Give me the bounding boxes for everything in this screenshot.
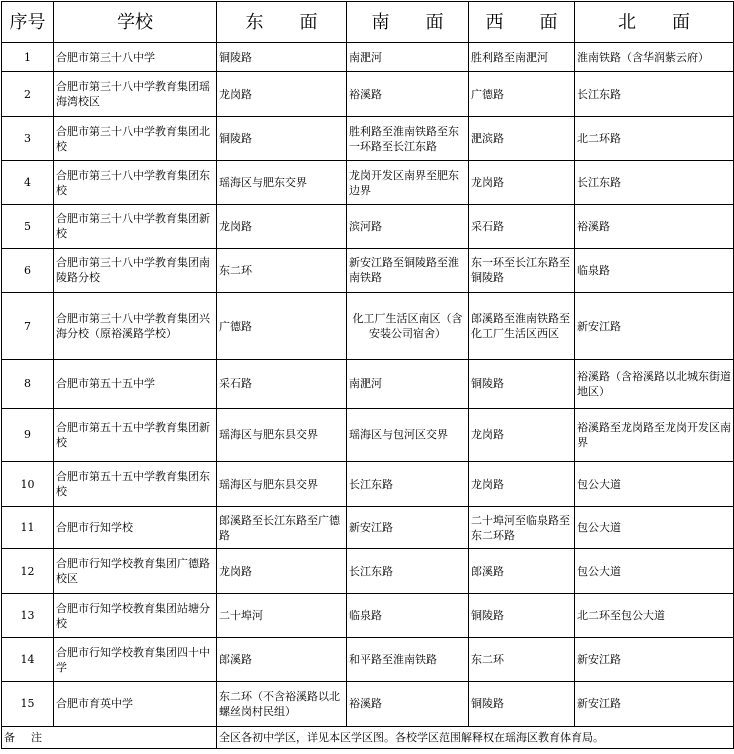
cell-no: 9	[2, 408, 54, 462]
cell-no: 15	[2, 682, 54, 727]
table-row	[2, 549, 734, 594]
cell-south: 裕溪路	[347, 682, 469, 727]
cell-school: 合肥市行知学校教育集团四十中学	[54, 638, 217, 682]
remark-label: 备注	[2, 726, 217, 748]
cell-south: 长江东路	[347, 462, 469, 507]
table-row	[2, 72, 734, 117]
cell-no: 1	[2, 43, 54, 72]
cell-south: 长江东路	[347, 549, 469, 594]
cell-east: 瑶海区与肥东县交界	[217, 462, 347, 507]
cell-south: 龙岗开发区南界至肥东边界	[347, 161, 469, 205]
school-district-table	[1, 1, 734, 749]
cell-south: 滨河路	[347, 205, 469, 249]
cell-school: 合肥市第五十五中学	[54, 359, 217, 408]
table-row	[2, 116, 734, 161]
cell-south: 瑶海区与包河区交界	[347, 408, 469, 462]
cell-east: 郎溪路	[217, 638, 347, 682]
cell-west: 铜陵路	[469, 593, 575, 638]
cell-school: 合肥市行知学校教育集团站塘分校	[54, 593, 217, 638]
cell-no: 13	[2, 593, 54, 638]
cell-school: 合肥市育英中学	[54, 682, 217, 727]
table-row	[2, 593, 734, 638]
cell-north: 北二环路	[575, 116, 734, 161]
table-row	[2, 293, 734, 360]
cell-school: 合肥市第三十八中学教育集团瑶海湾校区	[54, 72, 217, 117]
cell-west: 广德路	[469, 72, 575, 117]
cell-no: 11	[2, 506, 54, 549]
cell-south: 新安江路至铜陵路至淮南铁路	[347, 248, 469, 293]
cell-east: 广德路	[217, 293, 347, 360]
cell-east: 瑶海区与肥东交界	[217, 161, 347, 205]
cell-east: 龙岗路	[217, 205, 347, 249]
cell-west: 郎溪路	[469, 549, 575, 594]
header-row	[2, 2, 734, 43]
cell-south: 胜利路至淮南铁路至东一环路至长江东路	[347, 116, 469, 161]
remark-row	[2, 726, 734, 748]
cell-no: 7	[2, 293, 54, 360]
header-west: 西 面	[469, 2, 575, 43]
cell-school: 合肥市第五十五中学教育集团新校	[54, 408, 217, 462]
header-school: 学校	[54, 2, 217, 43]
cell-school: 合肥市第三十八中学教育集团东校	[54, 161, 217, 205]
cell-north: 新安江路	[575, 638, 734, 682]
table-row	[2, 205, 734, 249]
cell-west: 龙岗路	[469, 408, 575, 462]
cell-south: 化工厂生活区南区（含安装公司宿舍）	[347, 293, 469, 360]
cell-north: 包公大道	[575, 462, 734, 507]
cell-no: 12	[2, 549, 54, 594]
cell-west: 郎溪路至淮南铁路至化工厂生活区西区	[469, 293, 575, 360]
table-row	[2, 43, 734, 72]
cell-no: 3	[2, 116, 54, 161]
cell-east: 东二环（不含裕溪路以北螺丝岗村民组）	[217, 682, 347, 727]
cell-west: 采石路	[469, 205, 575, 249]
cell-south: 南淝河	[347, 359, 469, 408]
header-south: 南 面	[347, 2, 469, 43]
cell-east: 郎溪路至长江东路至广德路	[217, 506, 347, 549]
cell-no: 14	[2, 638, 54, 682]
cell-no: 2	[2, 72, 54, 117]
cell-school: 合肥市第五十五中学教育集团东校	[54, 462, 217, 507]
cell-east: 东二环	[217, 248, 347, 293]
cell-north: 裕溪路	[575, 205, 734, 249]
cell-school: 合肥市第三十八中学教育集团兴海分校（原裕溪路学校）	[54, 293, 217, 360]
cell-east: 龙岗路	[217, 72, 347, 117]
cell-north: 长江东路	[575, 72, 734, 117]
cell-east: 铜陵路	[217, 116, 347, 161]
cell-east: 采石路	[217, 359, 347, 408]
table-row	[2, 462, 734, 507]
table-row	[2, 161, 734, 205]
cell-no: 4	[2, 161, 54, 205]
cell-no: 5	[2, 205, 54, 249]
cell-school: 合肥市第三十八中学教育集团新校	[54, 205, 217, 249]
cell-south: 裕溪路	[347, 72, 469, 117]
table-row	[2, 408, 734, 462]
cell-school: 合肥市第三十八中学教育集团北校	[54, 116, 217, 161]
cell-east: 二十埠河	[217, 593, 347, 638]
cell-north: 淮南铁路（含华润紫云府）	[575, 43, 734, 72]
cell-south: 临泉路	[347, 593, 469, 638]
cell-west: 二十埠河至临泉路至东二环路	[469, 506, 575, 549]
cell-west: 铜陵路	[469, 359, 575, 408]
table-row	[2, 359, 734, 408]
cell-north: 临泉路	[575, 248, 734, 293]
cell-west: 东一环至长江东路至铜陵路	[469, 248, 575, 293]
cell-north: 北二环至包公大道	[575, 593, 734, 638]
cell-west: 龙岗路	[469, 462, 575, 507]
cell-no: 8	[2, 359, 54, 408]
cell-east: 龙岗路	[217, 549, 347, 594]
header-north: 北 面	[575, 2, 734, 43]
cell-east: 铜陵路	[217, 43, 347, 72]
cell-north: 新安江路	[575, 682, 734, 727]
cell-school: 合肥市第三十八中学	[54, 43, 217, 72]
cell-north: 长江东路	[575, 161, 734, 205]
table-row	[2, 638, 734, 682]
cell-no: 10	[2, 462, 54, 507]
table-row	[2, 506, 734, 549]
cell-no: 6	[2, 248, 54, 293]
cell-school: 合肥市第三十八中学教育集团南陵路分校	[54, 248, 217, 293]
header-no: 序号	[2, 2, 54, 43]
header-east: 东 面	[217, 2, 347, 43]
cell-south: 新安江路	[347, 506, 469, 549]
cell-north: 包公大道	[575, 549, 734, 594]
table-row	[2, 248, 734, 293]
cell-west: 胜利路至南淝河	[469, 43, 575, 72]
table-row	[2, 682, 734, 727]
cell-east: 瑶海区与肥东县交界	[217, 408, 347, 462]
cell-south: 南淝河	[347, 43, 469, 72]
cell-north: 裕溪路（含裕溪路以北城东街道地区）	[575, 359, 734, 408]
cell-west: 龙岗路	[469, 161, 575, 205]
cell-north: 包公大道	[575, 506, 734, 549]
cell-north: 新安江路	[575, 293, 734, 360]
cell-north: 裕溪路至龙岗路至龙岗开发区南界	[575, 408, 734, 462]
cell-school: 合肥市行知学校教育集团广德路校区	[54, 549, 217, 594]
cell-west: 东二环	[469, 638, 575, 682]
remark-text: 全区各初中学区，详见本区学区图。各校学区范围解释权在瑶海区教育体育局。	[217, 726, 734, 748]
cell-south: 和平路至淮南铁路	[347, 638, 469, 682]
cell-west: 淝滨路	[469, 116, 575, 161]
cell-west: 铜陵路	[469, 682, 575, 727]
cell-school: 合肥市行知学校	[54, 506, 217, 549]
